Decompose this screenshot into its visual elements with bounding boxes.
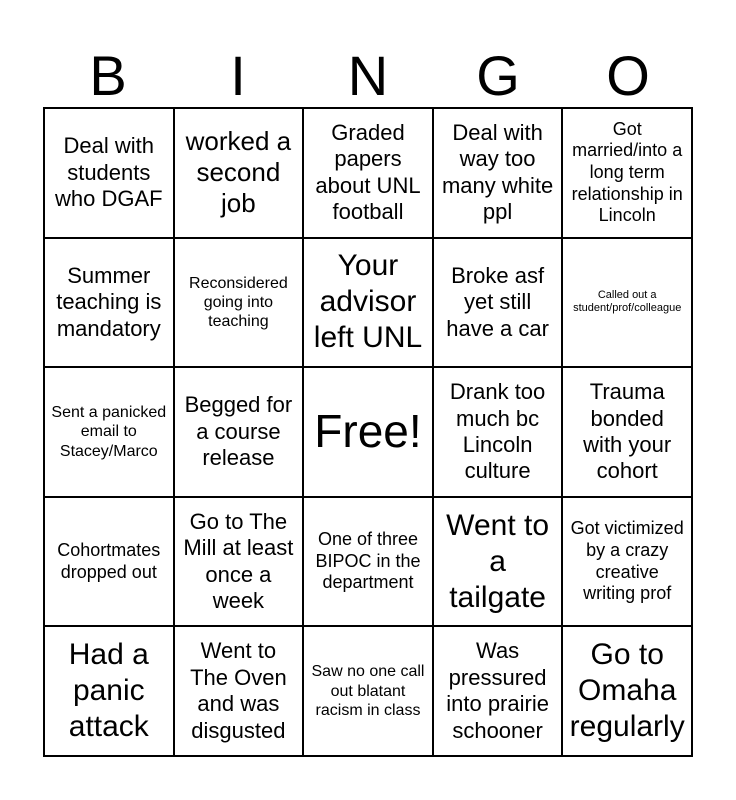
bingo-cell[interactable]: worked a second job [174, 108, 304, 238]
bingo-cell[interactable]: Sent a panicked email to Stacey/Marco [44, 367, 174, 497]
bingo-cell[interactable]: Begged for a course release [174, 367, 304, 497]
header-letter-g: G [476, 44, 520, 107]
bingo-cell[interactable]: Graded papers about UNL football [303, 108, 433, 238]
bingo-cell[interactable]: Go to Omaha regularly [562, 626, 692, 756]
bingo-cell[interactable]: Trauma bonded with your cohort [562, 367, 692, 497]
bingo-cell[interactable]: Saw no one call out blatant racism in class [303, 626, 433, 756]
bingo-cell[interactable]: Reconsidered going into teaching [174, 238, 304, 368]
header-letter-n: N [347, 44, 389, 107]
bingo-cell[interactable]: Got married/into a long term relationship in Lincoln [562, 108, 692, 238]
bingo-cell[interactable]: Cohortmates dropped out [44, 497, 174, 627]
header-letter-i: I [230, 44, 246, 107]
bingo-cell[interactable]: Summer teaching is mandatory [44, 238, 174, 368]
bingo-cell[interactable]: Had a panic attack [44, 626, 174, 756]
bingo-cell[interactable]: Broke asf yet still have a car [433, 238, 563, 368]
bingo-cell[interactable]: Deal with way too many white ppl [433, 108, 563, 238]
bingo-header [43, 44, 693, 108]
bingo-cell[interactable]: Deal with students who DGAF [44, 108, 174, 238]
bingo-cell[interactable]: Called out a student/prof/colleague [562, 238, 692, 368]
bingo-cell[interactable]: Your advisor left UNL [303, 238, 433, 368]
bingo-cell[interactable]: Went to The Oven and was disgusted [174, 626, 304, 756]
bingo-cell[interactable]: Got victimized by a crazy creative writing prof [562, 497, 692, 627]
bingo-card-grid [43, 107, 693, 757]
free-space-cell[interactable]: Free! [303, 367, 433, 497]
header-letter-o: O [606, 44, 650, 107]
header-letter-b: B [89, 44, 127, 107]
bingo-cell[interactable]: Was pressured into prairie schooner [433, 626, 563, 756]
bingo-cell[interactable]: Drank too much bc Lincoln culture [433, 367, 563, 497]
bingo-cell[interactable]: Go to The Mill at least once a week [174, 497, 304, 627]
bingo-cell[interactable]: One of three BIPOC in the department [303, 497, 433, 627]
bingo-cell[interactable]: Went to a tailgate [433, 497, 563, 627]
